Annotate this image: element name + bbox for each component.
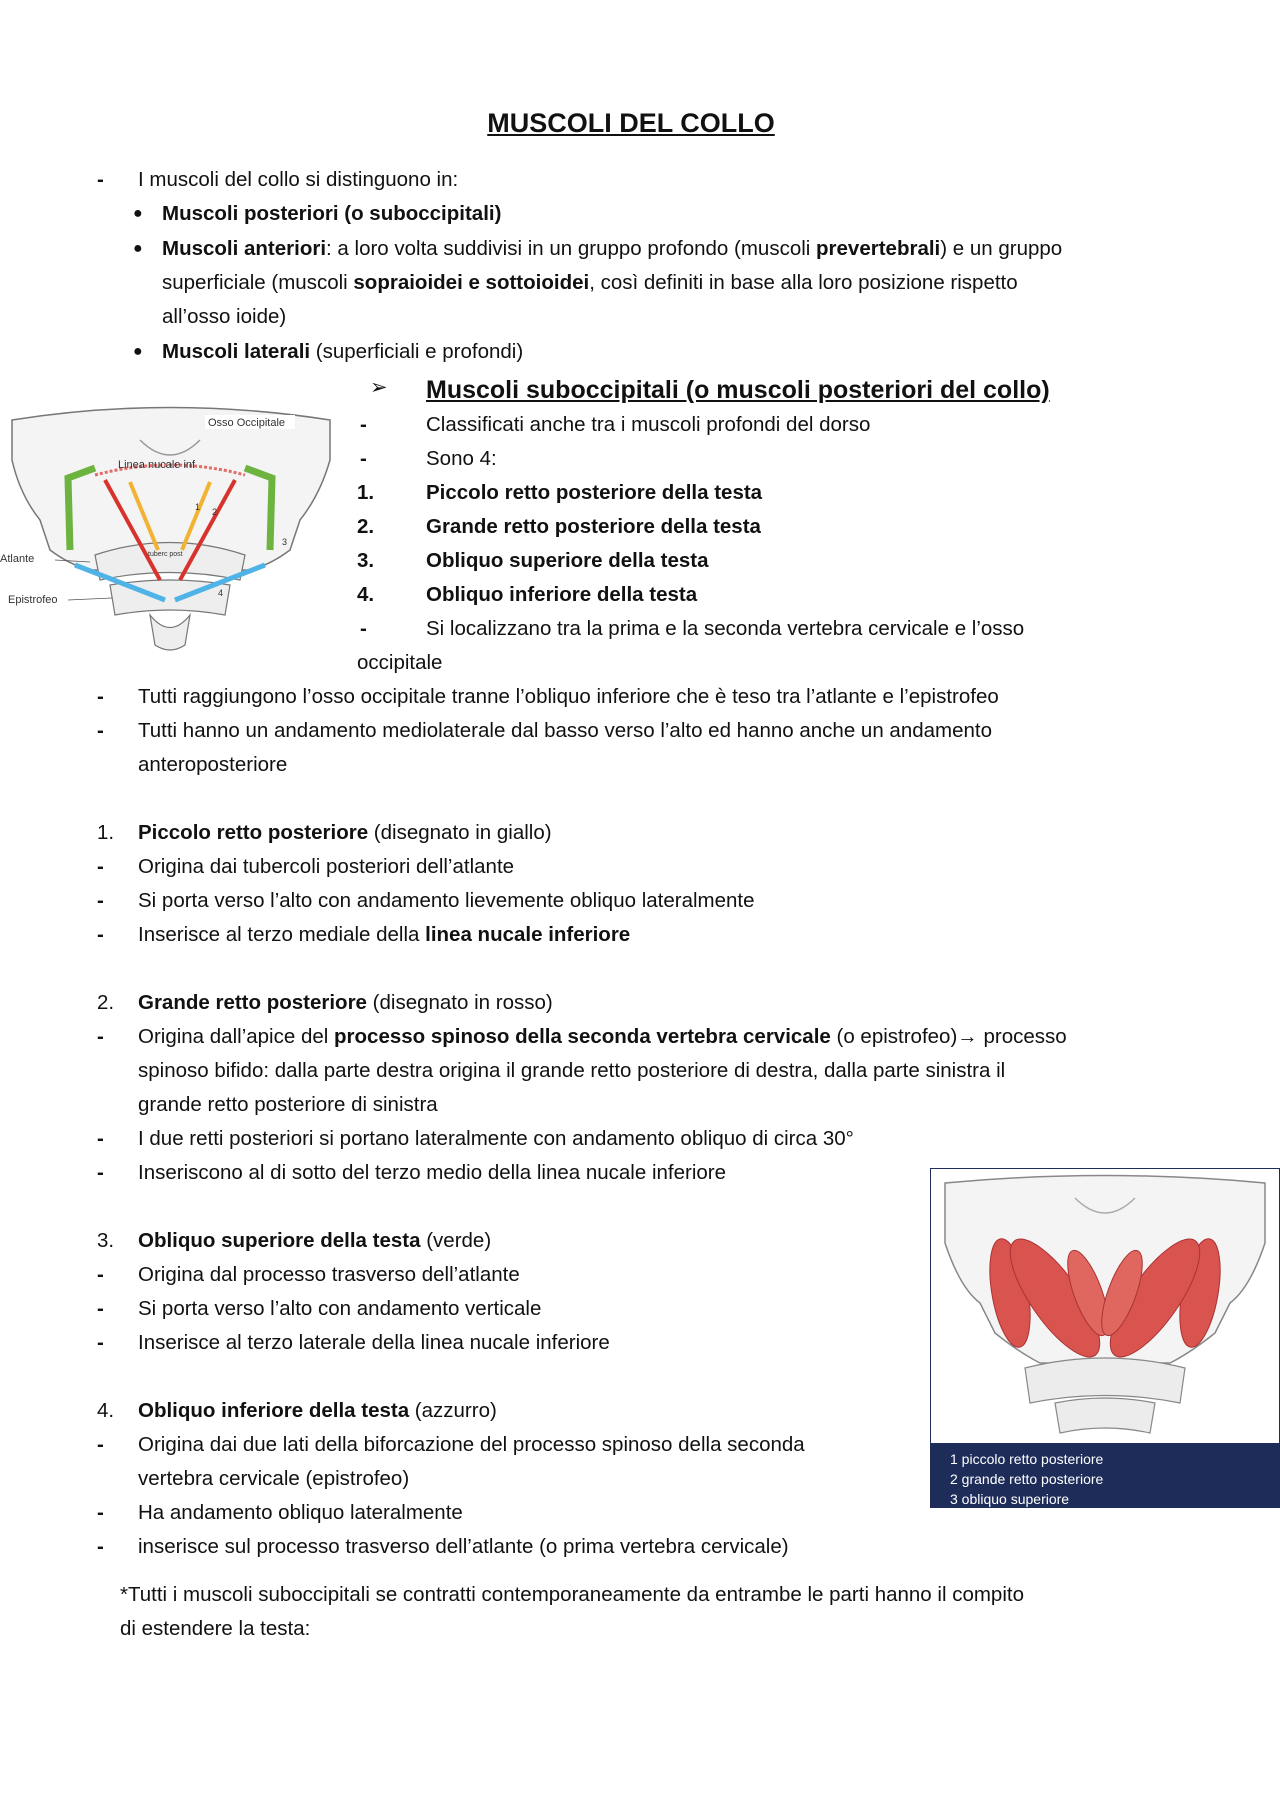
list-item: Ha andamento obliquo lateralmente (138, 1501, 463, 1524)
intro-bullet-2-line1 (162, 236, 1062, 262)
label-n3: 3 (282, 537, 288, 547)
number-marker: 4. (97, 1399, 115, 1422)
list-item: Origina dal processo trasverso dell’atlante (138, 1263, 520, 1286)
list-item-continued: grande retto posteriore di sinistra (138, 1093, 438, 1116)
dash-marker: - (97, 1535, 104, 1558)
list-item: I due retti posteriori si portano lateralmente con andamento obliquo di circa 30° (138, 1127, 854, 1150)
label-n4: 4 (218, 588, 224, 598)
arrow-glyph: → (957, 1025, 978, 1048)
arrow-marker: ➢ (370, 376, 388, 399)
dash-marker: - (97, 1025, 104, 1048)
bold-term: Piccolo retto posteriore (138, 821, 369, 844)
dash-marker: - (97, 1433, 104, 1456)
sub-item: Piccolo retto posteriore della testa (426, 481, 763, 504)
dash-marker: - (97, 1263, 104, 1286)
bullet-marker: ● (133, 240, 143, 257)
list-item-continued: anteroposteriore (138, 753, 288, 776)
sub-item: Obliquo inferiore della testa (426, 583, 698, 606)
list-item-continued: spinoso bifido: dalla parte destra origina il grande retto posteriore di destra, dalla parte sinistra il (138, 1059, 1006, 1082)
list-item (138, 1024, 1067, 1050)
suboccipital-muscles-figure (930, 1168, 1280, 1508)
label-atlante: Atlante (0, 553, 35, 565)
dash-marker: - (97, 923, 104, 946)
bullet-marker: ● (133, 343, 143, 360)
sub-item-continued: occipitale (357, 651, 443, 674)
section-2-heading (138, 990, 553, 1016)
number-marker: 2. (357, 515, 375, 538)
number-marker: 1. (357, 481, 375, 504)
dash-marker: - (97, 1127, 104, 1150)
text-span: (superficiali e profondi) (310, 340, 524, 363)
page-title: MUSCOLI DEL COLLO (487, 108, 775, 138)
intro-bullet-2-line2 (162, 270, 1018, 296)
list-item-continued: vertebra cervicale (epistrofeo) (138, 1467, 410, 1490)
text-span: (azzurro) (409, 1399, 497, 1422)
label-epistrofeo: Epistrofeo (8, 594, 58, 606)
note-line-2: di estendere la testa: (120, 1617, 311, 1640)
dash-marker: - (97, 685, 104, 708)
number-marker: 3. (97, 1229, 115, 1252)
sub-item: Obliquo superiore della testa (426, 549, 709, 572)
list-item: Si porta verso l’alto con andamento verticale (138, 1297, 542, 1320)
sub-item: Classificati anche tra i muscoli profondi del dorso (426, 413, 871, 436)
dash-marker: - (360, 413, 367, 436)
section-4-heading (138, 1398, 497, 1424)
list-item: Si porta verso l’alto con andamento lievemente obliquo lateralmente (138, 889, 755, 912)
bold-term: linea nucale inferiore (425, 923, 631, 946)
label-osso-occipitale: Osso Occipitale (208, 417, 286, 429)
bullet-marker: ● (133, 205, 143, 222)
text-span: , così definiti in base alla loro posizione rispetto (589, 271, 1018, 294)
list-item: Tutti raggiungono l’osso occipitale tranne l’obliquo inferiore che è teso tra l’atlante e l’epistrofeo (138, 685, 999, 708)
dash-marker: - (97, 719, 104, 742)
label-n2: 2 (212, 507, 218, 517)
list-item (138, 922, 630, 948)
dash-marker: - (360, 617, 367, 640)
sub-item: Sono 4: (426, 447, 497, 470)
bold-term: Muscoli laterali (162, 340, 311, 363)
intro-bullet-1: Muscoli posteriori (o suboccipitali) (162, 202, 502, 225)
sub-item: Grande retto posteriore della testa (426, 515, 761, 538)
legend-item-1: 1 piccolo retto posteriore (950, 1451, 1104, 1467)
dash-marker: - (360, 447, 367, 470)
intro-bullet-3 (162, 339, 523, 365)
text-span: (disegnato in giallo) (368, 821, 552, 844)
dash-marker: - (97, 1331, 104, 1354)
bold-term: Obliquo inferiore della testa (138, 1399, 410, 1422)
number-marker: 3. (357, 549, 375, 572)
text-span: processo (977, 1025, 1067, 1048)
intro-text: I muscoli del collo si distinguono in: (138, 168, 459, 191)
sub-item: Si localizzano tra la prima e la seconda vertebra cervicale e l’osso (426, 617, 1025, 640)
text-span: Origina dall’apice del (138, 1025, 335, 1048)
note-line-1: *Tutti i muscoli suboccipitali se contratti contemporaneamente da entrambe le parti hanno il compito (120, 1583, 1024, 1606)
bold-term: sopraioidei e sottoioidei (353, 271, 590, 294)
text-span: (verde) (420, 1229, 492, 1252)
text-span: (disegnato in rosso) (366, 991, 553, 1014)
section-3-heading (138, 1228, 491, 1254)
dash-marker: - (97, 1161, 104, 1184)
list-item: Origina dai due lati della biforcazione del processo spinoso della seconda (138, 1433, 805, 1456)
bold-term: Obliquo superiore della testa (138, 1229, 421, 1252)
suboccipital-diagram (0, 400, 340, 660)
number-marker: 2. (97, 991, 115, 1014)
number-marker: 1. (97, 821, 115, 844)
list-item: Inseriscono al di sotto del terzo medio della linea nucale inferiore (138, 1161, 727, 1184)
text-span: : a loro volta suddivisi in un gruppo profondo (muscoli (326, 237, 817, 260)
text-span: (o epistrofeo) (830, 1025, 958, 1048)
dash-marker: - (97, 855, 104, 878)
text-span: ) e un gruppo (940, 237, 1063, 260)
intro-bullet-2-line3: all’osso ioide) (162, 305, 287, 328)
label-tuberc-post: tuberc post (148, 551, 183, 558)
dash-marker: - (97, 889, 104, 912)
dash-marker: - (97, 1297, 104, 1320)
bold-term: Muscoli anteriori (162, 237, 327, 260)
text-span: superficiale (muscoli (162, 271, 354, 294)
dash-marker: - (97, 168, 104, 191)
bold-term: Grande retto posteriore (138, 991, 367, 1014)
list-item: Inserisce al terzo laterale della linea nucale inferiore (138, 1331, 610, 1354)
label-n1: 1 (195, 502, 201, 512)
text-span: Inserisce al terzo mediale della (138, 923, 426, 946)
section-heading: Muscoli suboccipitali (o muscoli posteriori del collo) (426, 376, 1050, 404)
bold-term: processo spinoso della seconda vertebra cervicale (334, 1025, 831, 1048)
dash-marker: - (97, 1501, 104, 1524)
bold-term: prevertebrali (816, 237, 941, 260)
label-linea-nucale: Linea nucale inf (118, 459, 196, 471)
legend-item-2: 2 grande retto posteriore (950, 1471, 1104, 1487)
section-1-heading (138, 820, 552, 846)
list-item: Origina dai tubercoli posteriori dell’atlante (138, 855, 515, 878)
list-item: Tutti hanno un andamento mediolaterale dal basso verso l’alto ed hanno anche un andamento (138, 719, 993, 742)
number-marker: 4. (357, 583, 375, 606)
list-item: inserisce sul processo trasverso dell’atlante (o prima vertebra cervicale) (138, 1535, 789, 1558)
legend-item-3: 3 obliquo superiore (950, 1491, 1070, 1507)
